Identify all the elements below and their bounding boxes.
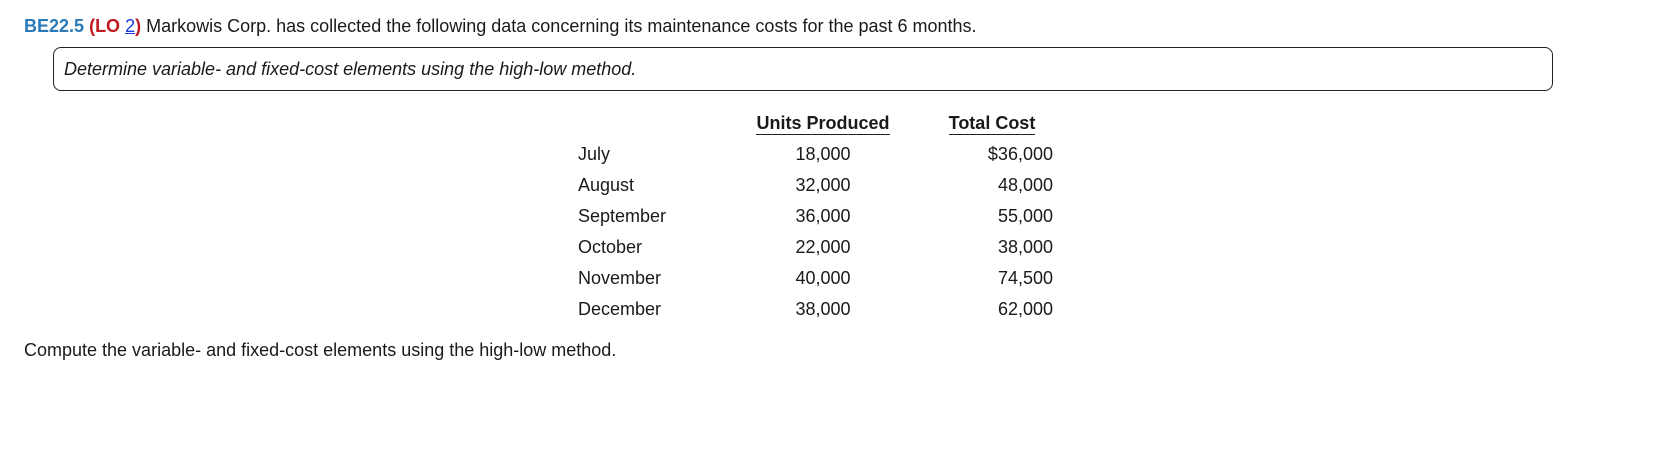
- cost-cell: 48,000: [997, 175, 1053, 195]
- table-row: [578, 263, 1071, 294]
- exercise-header: [24, 14, 977, 38]
- question-text: Compute the variable- and fixed-cost elements using the high-low method.: [24, 340, 617, 360]
- cost-cell: 74,500: [997, 268, 1053, 288]
- month-cell: August: [578, 175, 635, 195]
- month-cell: November: [578, 268, 662, 288]
- units-cell: 36,000: [795, 206, 851, 226]
- lo-close-paren: ): [135, 16, 142, 36]
- exercise-intro: Markowis Corp. has collected the following data concerning its maintenance costs for the past 6 months.: [146, 16, 977, 36]
- month-column-header: [578, 108, 733, 139]
- table-header-row: [578, 108, 1071, 139]
- cost-cell: 62,000: [997, 299, 1053, 319]
- cost-cell: 38,000: [997, 237, 1053, 257]
- table-row: [578, 294, 1071, 325]
- units-cell: 22,000: [795, 237, 851, 257]
- units-cell: 32,000: [795, 175, 851, 195]
- units-cell: 40,000: [795, 268, 851, 288]
- total-cost-header: Total Cost: [948, 113, 1036, 133]
- table-row: [578, 201, 1071, 232]
- cost-cell: 55,000: [997, 206, 1053, 226]
- month-cell: October: [578, 237, 643, 257]
- maintenance-cost-table: [578, 108, 1071, 325]
- units-produced-header: Units Produced: [756, 113, 890, 133]
- table-row: [578, 170, 1071, 201]
- table-row: [578, 232, 1071, 263]
- learning-objective-box: [53, 47, 1553, 91]
- units-cell: 18,000: [795, 144, 851, 164]
- month-cell: July: [578, 144, 611, 164]
- cost-cell: $36,000: [987, 144, 1053, 164]
- lo-open-paren: (: [89, 16, 96, 36]
- table-row: [578, 139, 1071, 170]
- lo-label: LO: [95, 16, 121, 36]
- units-cell: 38,000: [795, 299, 851, 319]
- month-cell: September: [578, 206, 667, 226]
- learning-objective-text: Determine variable- and fixed-cost elements using the high-low method.: [64, 59, 637, 79]
- month-cell: December: [578, 299, 662, 319]
- exercise-id: BE22.5: [24, 16, 85, 36]
- lo-link[interactable]: 2: [125, 16, 136, 36]
